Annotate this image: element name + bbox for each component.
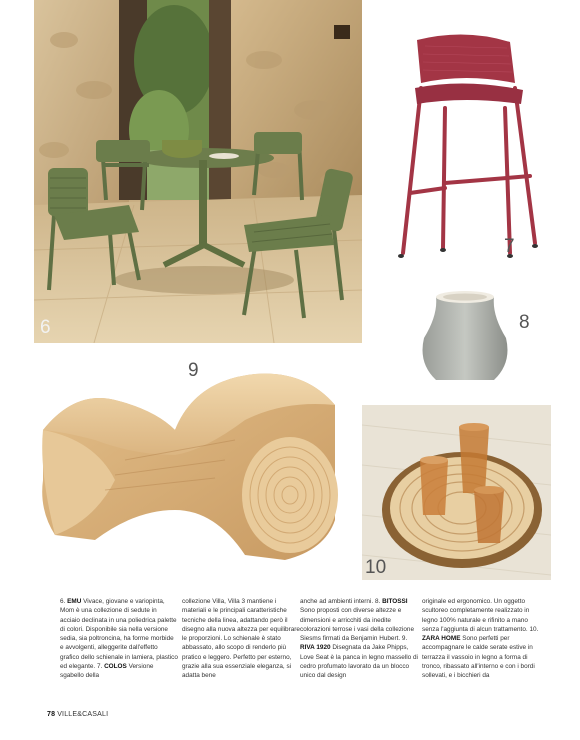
brand-name: COLOS (104, 663, 127, 671)
body-text: Sono proposti con diverse altezze e dimensioni e arricchiti da inedite colorazioni terrose i vasi della collezione Siesms firmati da Benjamin Hubert. 9. (300, 607, 415, 643)
brand-name: ZARA HOME (422, 635, 461, 643)
bar-stool-illustration (385, 28, 545, 266)
photo-8-vase (414, 283, 516, 385)
photo-number-9: 9 (188, 360, 199, 381)
page-number: 78 (47, 711, 56, 718)
text-column-4 (422, 597, 540, 681)
text-column-2 (182, 597, 300, 681)
wooden-bench-illustration (35, 360, 353, 565)
text-column-3 (300, 597, 418, 681)
photo-number-6: 6 (40, 317, 51, 338)
photo-number-7: 7 (504, 236, 515, 257)
photo-number-8: 8 (519, 312, 530, 333)
brand-name: RIVA 1920 (300, 644, 331, 652)
vase-illustration (414, 283, 516, 385)
body-text: Sono perfetti per accompagnare le calde serate estive in terrazza il vassoio in legno a forma di tronco, ribassato all'interno e con i bordi sollevati, e i bicchieri da (422, 635, 535, 680)
photo-10-tray-glasses (362, 405, 551, 580)
outdoor-scene-illustration (34, 0, 362, 343)
page-folio (47, 711, 108, 718)
body-text: collezione Villa, Villa 3 mantiene i materiali e le principali caratteristiche tecniche della linea, adattando però il disegno alla nuova altezza per equilibrare le proporzioni. Lo schienale è stato abbassato, allo scopo di renderlo più pratico e leggero. Perfetto per esterno, grazie alla sua essenziale eleganza, si adatta bene (182, 598, 300, 680)
photo-6-outdoor-furniture (34, 0, 362, 343)
body-text: 6. (60, 598, 68, 605)
text-column-1 (60, 597, 178, 681)
body-text: originale ed ergonomico. Un oggetto scultoreo completamente realizzato in legno 100% naturale e rifinito a mano senza l'aggiunta di alcun trattamento. 10. (422, 598, 539, 633)
photo-7-bar-stool (385, 28, 545, 266)
magazine-name: VILLE&CASALI (57, 711, 109, 718)
tray-illustration (362, 405, 551, 580)
body-text: Vivace, giovane e variopinta, Mom è una collezione di sedute in acciaio declinata in una poliedrica palette di colori. Disponibile sia nella versione sedia, sia poltroncina, ha forme morbide e avvolgenti, alleggerite dall'effetto grafico dello schienale in lamiera, plastico ed elegante. 7. (60, 598, 178, 671)
photo-9-wooden-bench (35, 360, 353, 565)
photo-number-10: 10 (365, 557, 387, 578)
body-text: Versione sgabello della (60, 663, 154, 680)
body-text: Disegnata da Jake Phipps, Love Seat è la panca in legno massello di cedro profumato lavorato da un blocco unico dal design (300, 644, 418, 680)
brand-name: BITOSSI (382, 598, 408, 605)
brand-name: EMU (67, 598, 82, 605)
body-text: anche ad ambienti interni. 8. (300, 598, 383, 605)
